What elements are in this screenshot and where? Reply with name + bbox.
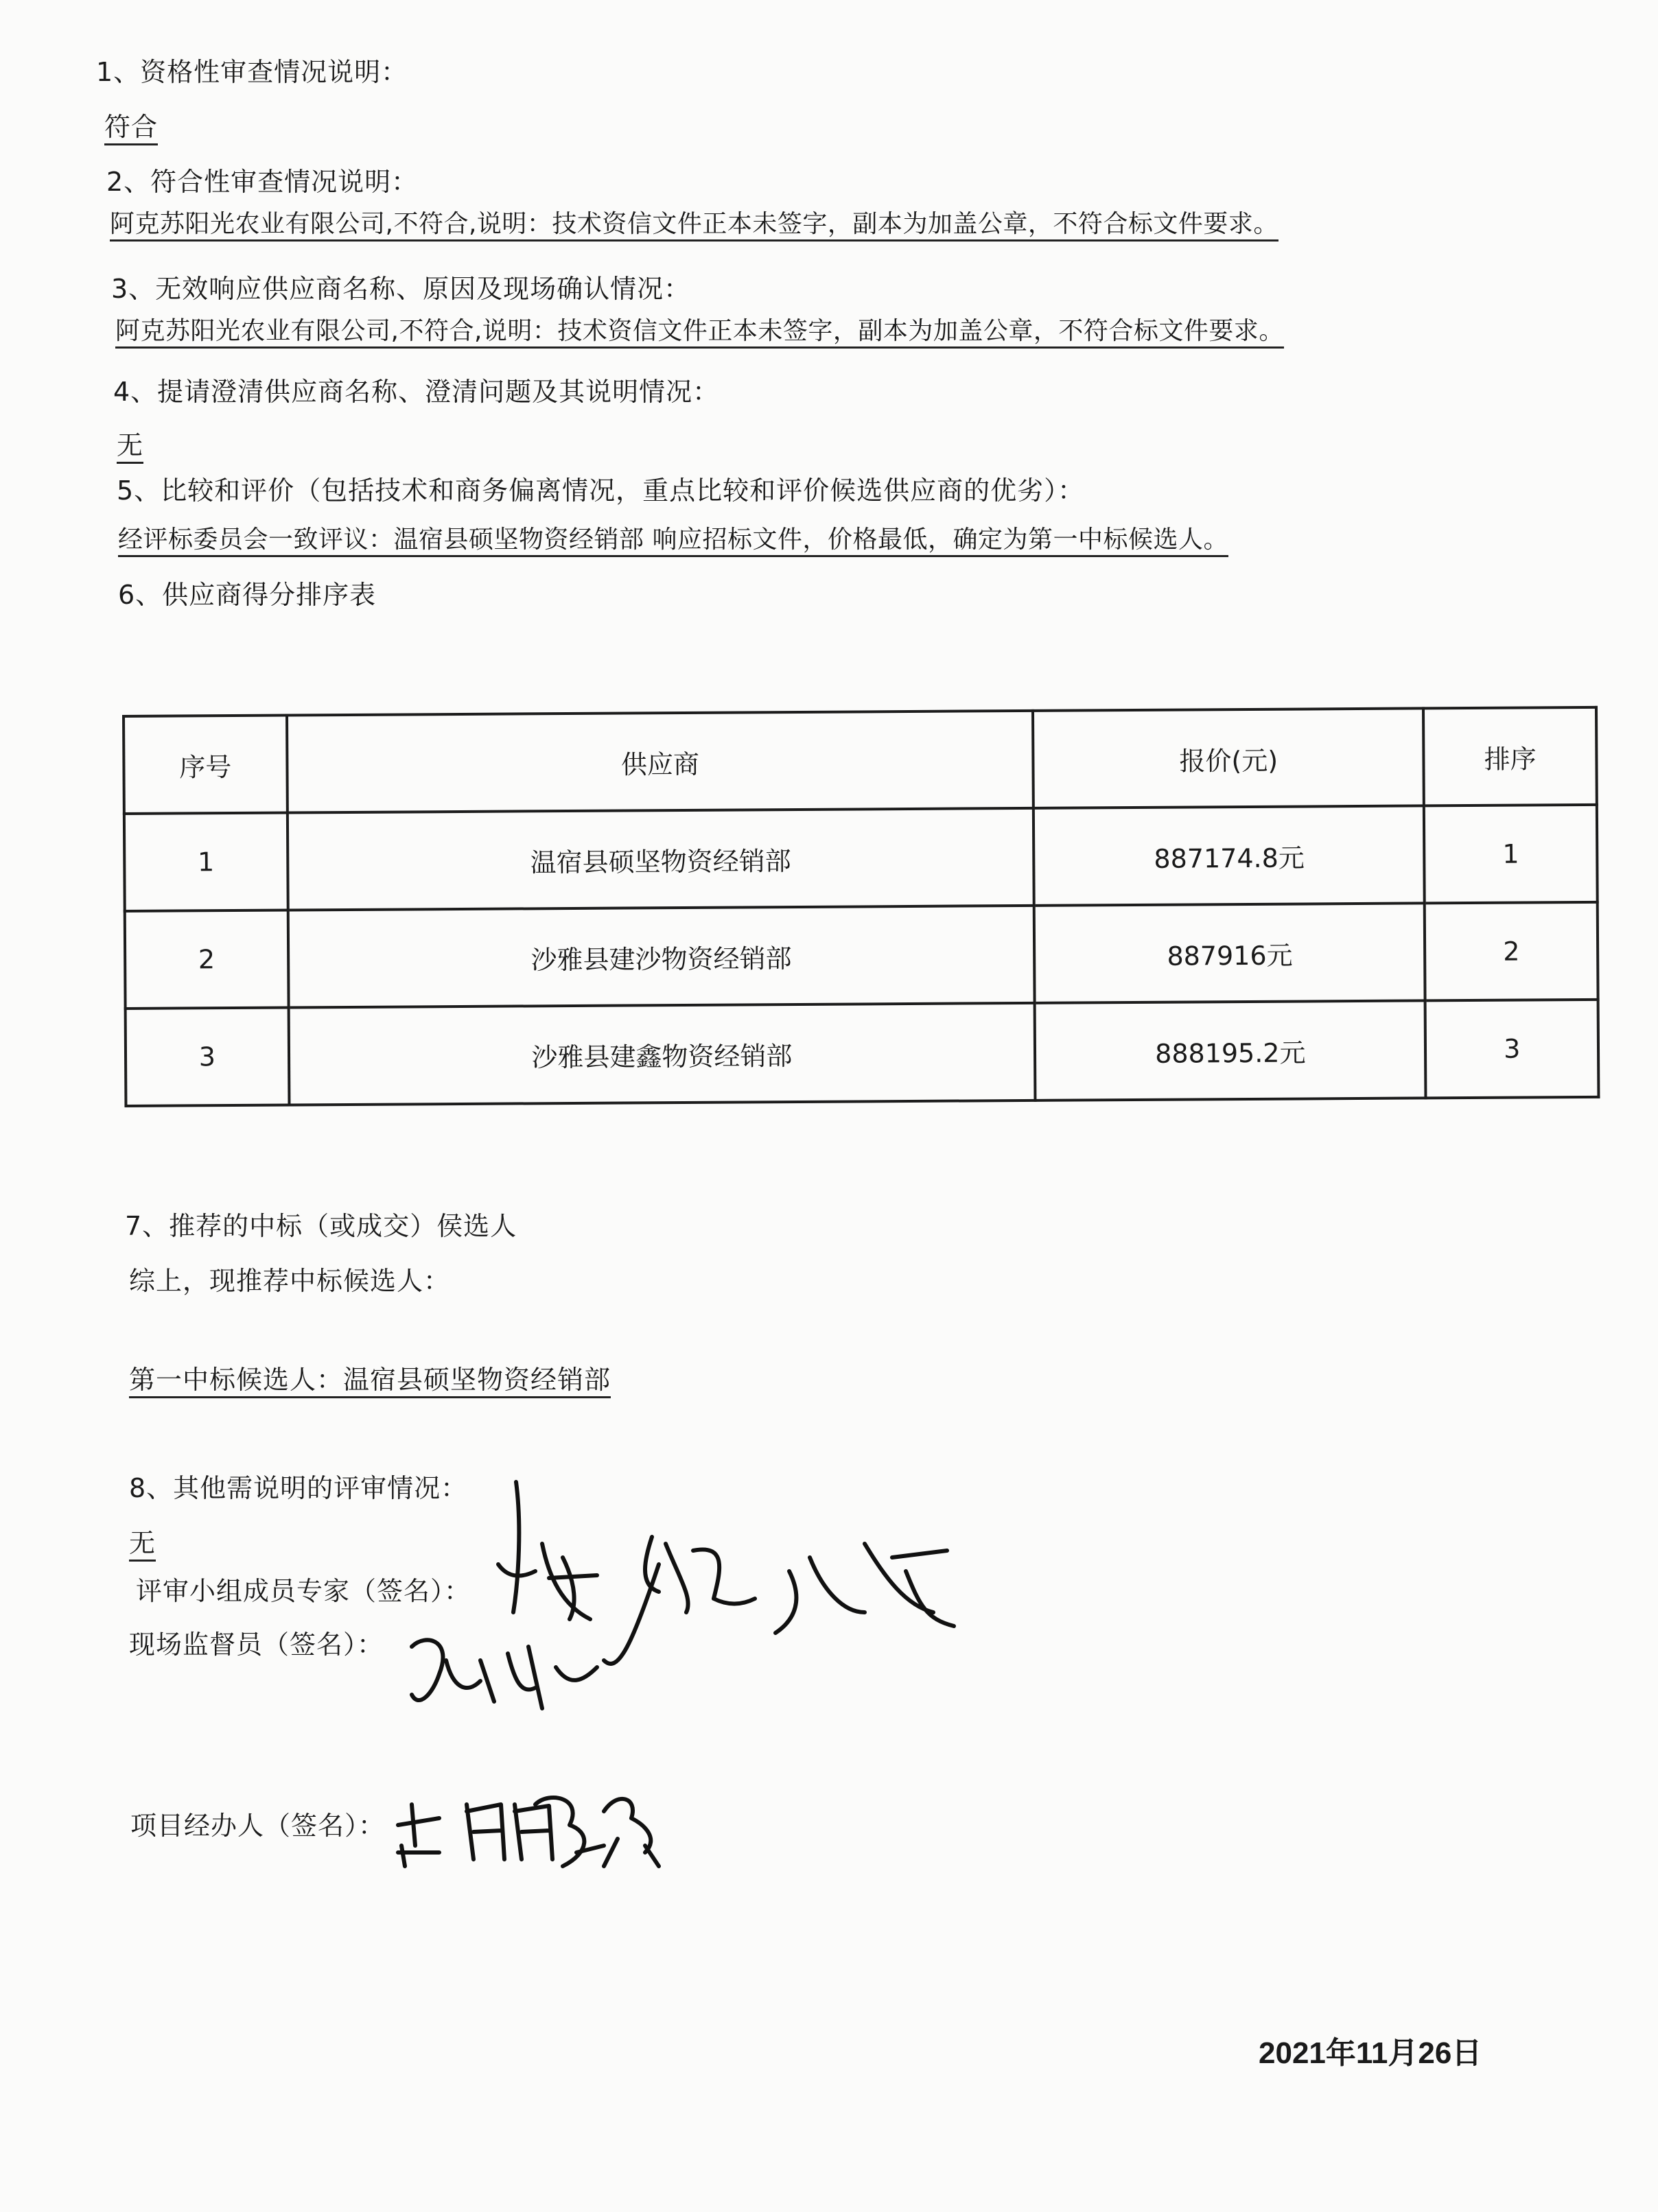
signature-stroke — [467, 1804, 552, 1859]
supplier-score-table — [122, 706, 1600, 1107]
col-header-rank: 排序 — [1423, 707, 1596, 806]
item-1-answer: 符合 — [104, 112, 158, 145]
section8-answer: 无 — [129, 1528, 156, 1562]
cell-rank: 3 — [1425, 1000, 1598, 1098]
table-row — [124, 805, 1598, 911]
signature-stroke — [645, 1537, 755, 1612]
table-header-row — [124, 707, 1597, 814]
item-2-answer: 阿克苏阳光农业有限公司,不符合,说明：技术资信文件正本未签字，副本为加盖公章，不符合标文件要求。 — [110, 210, 1278, 242]
signature-stroke — [498, 1544, 597, 1619]
manager-signature-label: 项目经办人（签名）： — [130, 1811, 386, 1841]
item-1-heading: 1、资格性审查情况说明： — [96, 57, 408, 87]
cell-index: 2 — [125, 910, 288, 1009]
cell-price: 887916元 — [1034, 903, 1425, 1002]
cell-rank: 1 — [1424, 805, 1597, 904]
table-row — [126, 1000, 1599, 1106]
experts-signature-label: 评审小组成员专家（签名）： — [136, 1576, 471, 1606]
signature-stroke — [398, 1804, 439, 1866]
signature-stroke — [513, 1482, 519, 1612]
cell-index: 1 — [124, 813, 288, 911]
cell-supplier: 沙雅县建鑫物资经销部 — [288, 1003, 1036, 1105]
item-3-answer: 阿克苏阳光农业有限公司,不符合,说明：技术资信文件正本未签字，副本为加盖公章，不符合标文件要求。 — [115, 317, 1284, 349]
section7-candidate: 第一中标候选人：温宿县硕坚物资经销部 — [129, 1365, 611, 1398]
col-header-index: 序号 — [124, 716, 287, 814]
table-row — [125, 902, 1598, 1009]
cell-price: 887174.8元 — [1034, 805, 1425, 905]
col-header-supplier: 供应商 — [287, 711, 1034, 813]
cell-price: 888195.2元 — [1035, 1000, 1426, 1100]
item-3-heading: 3、无效响应供应商名称、原因及现场确认情况： — [111, 274, 691, 304]
signature-stroke — [535, 1798, 604, 1866]
document-date: 2021年11月26日 — [1259, 2036, 1482, 2070]
item-4-heading: 4、提请澄清供应商名称、澄清问题及其说明情况： — [113, 377, 720, 407]
item-6-heading: 6、供应商得分排序表 — [118, 580, 377, 610]
item-4-answer: 无 — [117, 430, 143, 464]
cell-supplier: 沙雅县建沙物资经销部 — [288, 906, 1035, 1008]
section7-heading: 7、推荐的中标（或成交）侯选人 — [125, 1211, 517, 1241]
item-5-heading: 5、比较和评价（包括技术和商务偏离情况，重点比较和评价候选供应商的优劣）： — [117, 475, 1085, 506]
col-header-price: 报价(元) — [1033, 708, 1424, 808]
signature-stroke — [775, 1544, 954, 1633]
cell-rank: 2 — [1425, 902, 1598, 1001]
item-5-answer: 经评标委员会一致评议：温宿县硕坚物资经销部 响应招标文件，价格最低，确定为第一中标候选人。 — [118, 526, 1228, 557]
supervisor-signature-label: 现场监督员（签名）： — [129, 1629, 384, 1660]
section8-heading: 8、其他需说明的评审情况： — [129, 1473, 468, 1503]
cell-supplier: 温宿县硕坚物资经销部 — [287, 808, 1034, 910]
cell-index: 3 — [126, 1008, 289, 1106]
item-2-heading: 2、符合性审查情况说明： — [106, 167, 419, 197]
signature-stroke — [604, 1799, 659, 1866]
section7-intro: 综上，现推荐中标候选人： — [129, 1266, 451, 1296]
